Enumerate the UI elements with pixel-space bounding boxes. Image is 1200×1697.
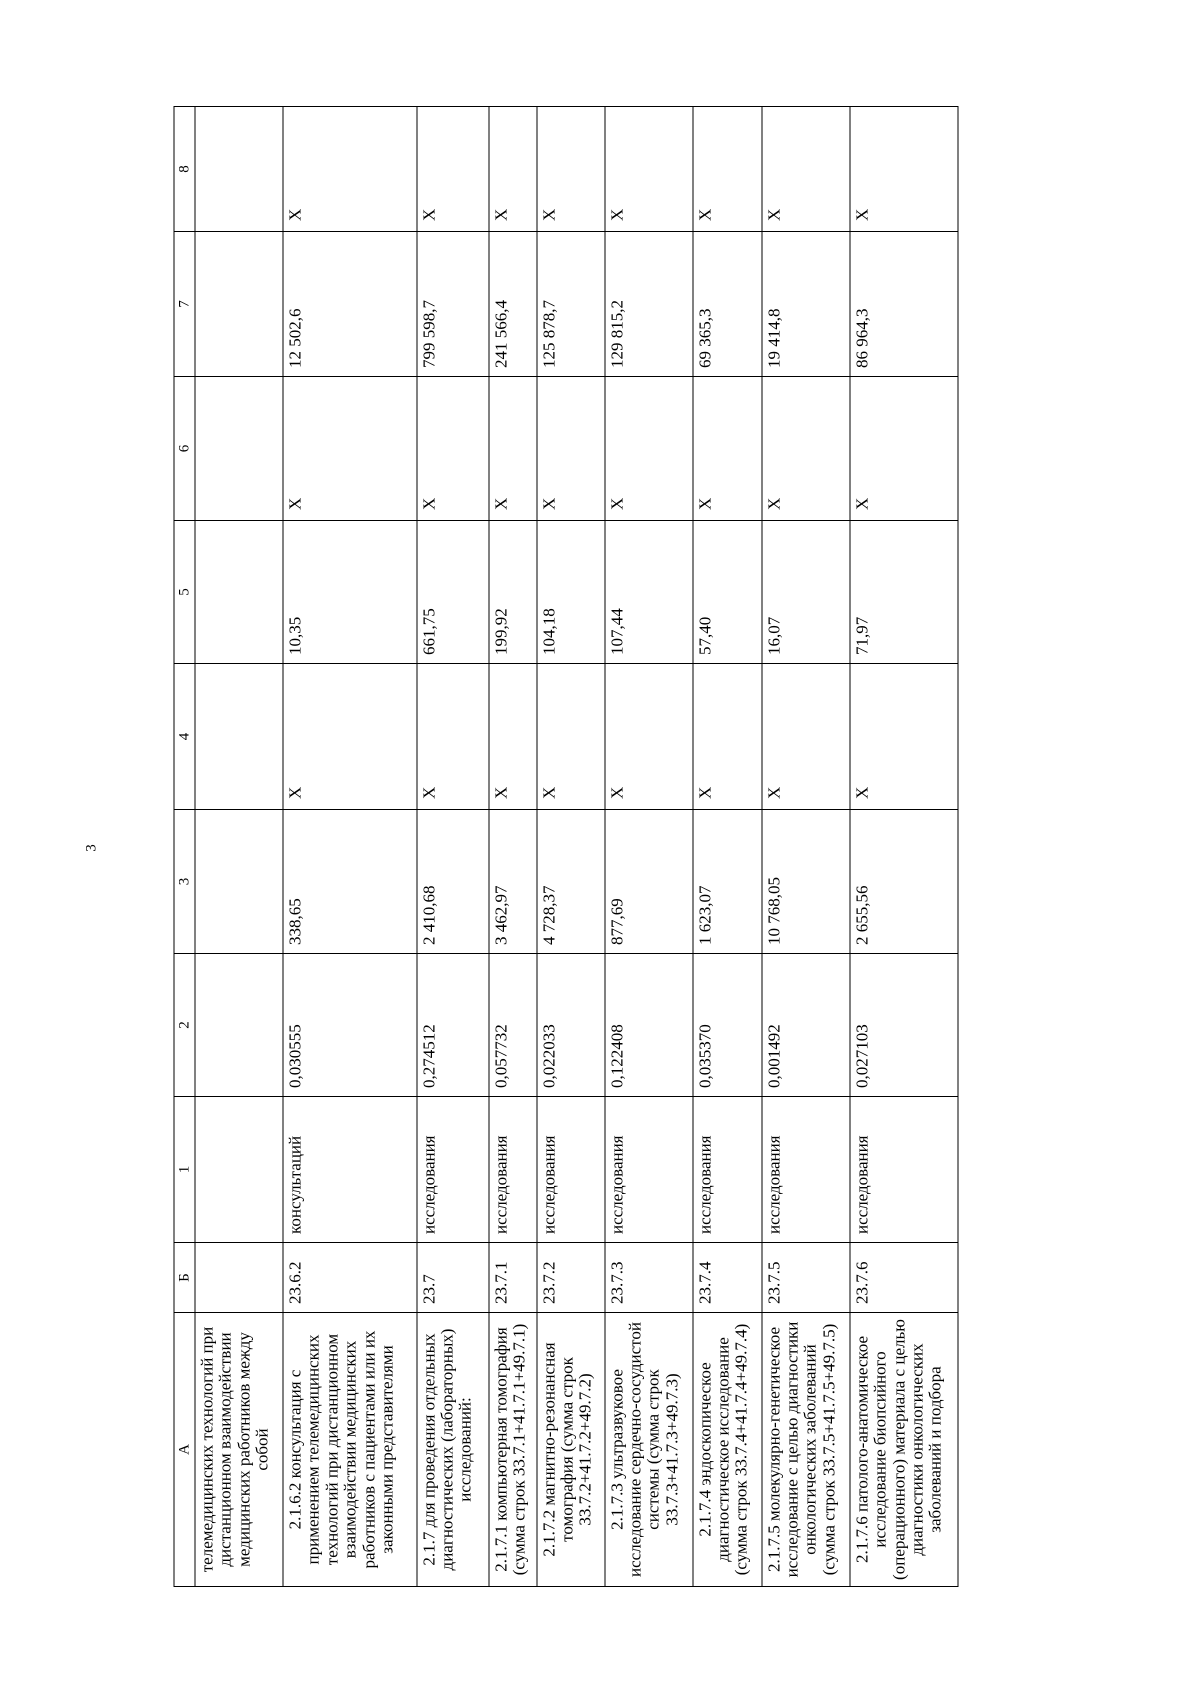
- header-cell: 8: [174, 107, 195, 232]
- norm-cost-cell: 10 768,05: [762, 810, 850, 954]
- data-table: [174, 106, 959, 1587]
- unit-cell: исследования: [762, 1097, 850, 1243]
- col-6-cell: Х: [850, 377, 958, 521]
- col-6-cell: [195, 377, 283, 521]
- col-4-cell: Х: [762, 664, 850, 810]
- norm-volume-cell: 0,035370: [693, 954, 762, 1097]
- row-code-cell: 23.7.4: [693, 1243, 762, 1313]
- unit-cell: исследования: [850, 1097, 958, 1243]
- row-name-cell: 2.1.7.1 компьютерная томография (сумма строк 33.7.1+41.7.1+49.7.1): [489, 1313, 537, 1587]
- col-4-cell: Х: [693, 664, 762, 810]
- norm-cost-cell: 3 462,97: [489, 810, 537, 954]
- row-name-cell: 2.1.7.3 ультразвуковое исследование сердечно-сосудистой системы (сумма строк 33.7.3+41.7.3+49.7.3): [605, 1313, 693, 1587]
- amount-cell: 799 598,7: [417, 232, 489, 377]
- table-row: [417, 107, 489, 1587]
- row-code-cell: 23.7: [417, 1243, 489, 1313]
- norm-volume-cell: [195, 954, 283, 1097]
- row-name-cell: 2.1.7.5 молекулярно-генетическое исследование с целью диагностики онкологических заболеваний (сумма строк 33.7.5+41.7.5+49.7.5): [762, 1313, 850, 1587]
- col-8-cell: Х: [417, 107, 489, 232]
- norm-cost-cell: 338,65: [283, 810, 417, 954]
- col-6-cell: Х: [417, 377, 489, 521]
- norm-volume-cell: 0,001492: [762, 954, 850, 1097]
- amount-cell: 86 964,3: [850, 232, 958, 377]
- table-row: [195, 107, 283, 1587]
- table-row: [537, 107, 605, 1587]
- amount-cell: 241 566,4: [489, 232, 537, 377]
- col-8-cell: Х: [605, 107, 693, 232]
- per-capita-cell: [195, 521, 283, 664]
- row-name-cell: 2.1.7.6 патолого-анатомическое исследование биопсийного (операционного) материала с целью диагностики онкологических заболеваний и подбора: [850, 1313, 958, 1587]
- header-cell: Б: [174, 1243, 195, 1313]
- col-8-cell: Х: [693, 107, 762, 232]
- table-row: [693, 107, 762, 1587]
- col-8-cell: Х: [762, 107, 850, 232]
- per-capita-cell: 71,97: [850, 521, 958, 664]
- norm-cost-cell: 4 728,37: [537, 810, 605, 954]
- per-capita-cell: 16,07: [762, 521, 850, 664]
- table-rotated-wrapper: [174, 107, 959, 1587]
- header-cell: 4: [174, 664, 195, 810]
- row-code-cell: [195, 1243, 283, 1313]
- page-number: 3: [83, 844, 100, 852]
- header-cell: 2: [174, 954, 195, 1097]
- unit-cell: исследования: [417, 1097, 489, 1243]
- amount-cell: 12 502,6: [283, 232, 417, 377]
- row-name-cell: 2.1.6.2 консультация с применением телемедицинских технологий при дистанционном взаимодействии медицинских работников с пациентами или их законными представителями: [283, 1313, 417, 1587]
- col-6-cell: Х: [693, 377, 762, 521]
- table-row: [850, 107, 958, 1587]
- norm-cost-cell: 877,69: [605, 810, 693, 954]
- amount-cell: 69 365,3: [693, 232, 762, 377]
- col-6-cell: Х: [605, 377, 693, 521]
- table-row: [605, 107, 693, 1587]
- per-capita-cell: 107,44: [605, 521, 693, 664]
- norm-cost-cell: 1 623,07: [693, 810, 762, 954]
- header-row: [174, 107, 195, 1587]
- table-row: [489, 107, 537, 1587]
- amount-cell: [195, 232, 283, 377]
- header-cell: 1: [174, 1097, 195, 1243]
- per-capita-cell: 661,75: [417, 521, 489, 664]
- row-code-cell: 23.6.2: [283, 1243, 417, 1313]
- amount-cell: 129 815,2: [605, 232, 693, 377]
- table-row: [283, 107, 417, 1587]
- col-6-cell: Х: [283, 377, 417, 521]
- unit-cell: консультаций: [283, 1097, 417, 1243]
- norm-volume-cell: 0,057732: [489, 954, 537, 1097]
- norm-cost-cell: 2 410,68: [417, 810, 489, 954]
- col-8-cell: [195, 107, 283, 232]
- col-8-cell: Х: [283, 107, 417, 232]
- norm-volume-cell: 0,027103: [850, 954, 958, 1097]
- norm-volume-cell: 0,122408: [605, 954, 693, 1097]
- row-code-cell: 23.7.1: [489, 1243, 537, 1313]
- col-6-cell: Х: [762, 377, 850, 521]
- per-capita-cell: 57,40: [693, 521, 762, 664]
- per-capita-cell: 10,35: [283, 521, 417, 664]
- col-8-cell: Х: [489, 107, 537, 232]
- per-capita-cell: 104,18: [537, 521, 605, 664]
- row-code-cell: 23.7.2: [537, 1243, 605, 1313]
- header-cell: А: [174, 1313, 195, 1587]
- col-4-cell: Х: [605, 664, 693, 810]
- row-name-cell: 2.1.7.4 эндоскопическое диагностическое исследование (сумма строк 33.7.4+41.7.4+49.7.4): [693, 1313, 762, 1587]
- col-4-cell: Х: [850, 664, 958, 810]
- unit-cell: [195, 1097, 283, 1243]
- col-4-cell: [195, 664, 283, 810]
- row-name-cell: 2.1.7 для проведения отдельных диагностических (лабораторных) исследований:: [417, 1313, 489, 1587]
- col-6-cell: Х: [537, 377, 605, 521]
- amount-cell: 19 414,8: [762, 232, 850, 377]
- unit-cell: исследования: [693, 1097, 762, 1243]
- unit-cell: исследования: [605, 1097, 693, 1243]
- table-row: [762, 107, 850, 1587]
- col-4-cell: Х: [417, 664, 489, 810]
- col-6-cell: Х: [489, 377, 537, 521]
- norm-volume-cell: 0,030555: [283, 954, 417, 1097]
- col-8-cell: Х: [850, 107, 958, 232]
- header-cell: 3: [174, 810, 195, 954]
- norm-volume-cell: 0,022033: [537, 954, 605, 1097]
- unit-cell: исследования: [489, 1097, 537, 1243]
- col-4-cell: Х: [537, 664, 605, 810]
- header-cell: 7: [174, 232, 195, 377]
- header-cell: 6: [174, 377, 195, 521]
- header-cell: 5: [174, 521, 195, 664]
- unit-cell: исследования: [537, 1097, 605, 1243]
- col-4-cell: Х: [489, 664, 537, 810]
- col-4-cell: Х: [283, 664, 417, 810]
- row-name-cell: телемедицинских технологий при дистанционном взаимодействии медицинских работников между собой: [195, 1313, 283, 1587]
- col-8-cell: Х: [537, 107, 605, 232]
- amount-cell: 125 878,7: [537, 232, 605, 377]
- row-code-cell: 23.7.6: [850, 1243, 958, 1313]
- per-capita-cell: 199,92: [489, 521, 537, 664]
- row-name-cell: 2.1.7.2 магнитно-резонансная томография (сумма строк 33.7.2+41.7.2+49.7.2): [537, 1313, 605, 1587]
- norm-cost-cell: [195, 810, 283, 954]
- norm-cost-cell: 2 655,56: [850, 810, 958, 954]
- row-code-cell: 23.7.5: [762, 1243, 850, 1313]
- norm-volume-cell: 0,274512: [417, 954, 489, 1097]
- row-code-cell: 23.7.3: [605, 1243, 693, 1313]
